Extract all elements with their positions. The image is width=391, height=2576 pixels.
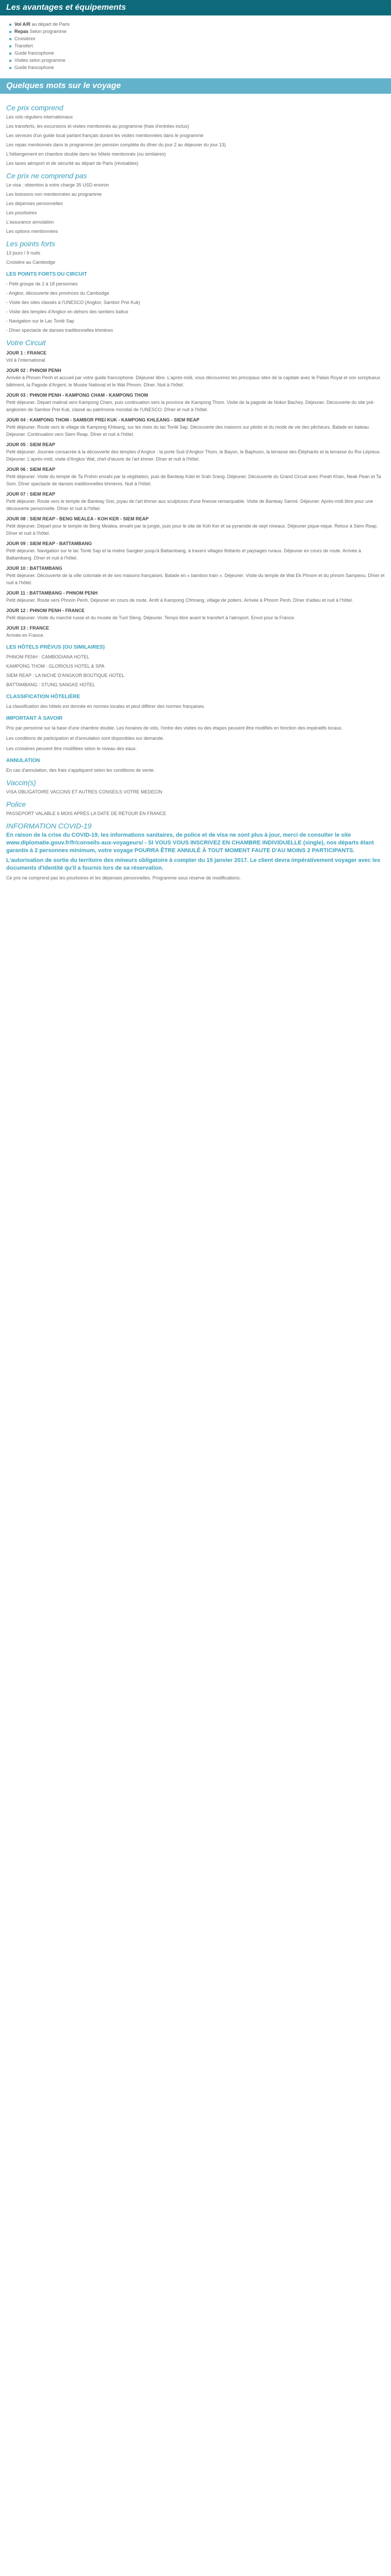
avantages-header: Les avantages et équipements bbox=[0, 0, 391, 15]
important-list: Prix par personne sur la base d'une chambre double. Les horaires de vols, l'ordre des visites ou des étapes peuvent être modifiés en fonction des impératifs locaux. Les conditions de participation et d'annulation sont disponibles sur demande. Les croisières peuvent être modifiées selon le niveau des eaux. bbox=[6, 725, 343, 751]
comprend-list: Les vols réguliers internationaux Les transferts, les excursions et visites mentionnés au programme (frais d'entrées inclus) Les services d'un guide local parlant français durant les visites mentionnées dans le programme Les repas mentionnés dans le programme (en pension complète du dîner du jour 2 au déjeuner du jour 13) L'hébergement en chambre double dans les hôtels mentionnés (ou similaires) Les taxes aéroport et de sécurité au départ de Paris (révisables) bbox=[6, 114, 226, 166]
hotels-title: LES HÔTELS PRÉVUS (OU SIMILAIRES) bbox=[6, 645, 105, 650]
itinerary bbox=[6, 349, 385, 639]
vaccin-title: Vaccin(s) bbox=[6, 778, 36, 787]
day-block: JOUR 04 : KAMPONG THOM - SAMBOR PREI KUK - KAMPONG KHLEANG - SIEM REAP Petit déjeuner. Route vers le village de Kampong Khleang, sur les rives du lac Tonlé Sap. Découverte des maisons sur pilotis et du mode de vie des pêcheurs. Balade en bateau. Déjeuner. Continuation vers Siem Reap. Dîner et nuit à l'hôtel. bbox=[6, 417, 370, 437]
day-block: JOUR 06 : SIEM REAP Petit déjeuner. Visite du temple de Ta Prohm envahi par la végétation, puis de Banteay Kdei et Srah Srang. Déjeuner. Découverte du Grand Circuit avec Preah Khan, Neak Pean et Ta Som. Dîner spectacle de danses traditionnelles khmères. Nuit à l'hôtel. bbox=[6, 467, 381, 486]
classification-title: CLASSIFICATION HÔTELIÈRE bbox=[6, 694, 80, 700]
avantage-item: Guide francophone bbox=[9, 49, 385, 57]
police-title: Police bbox=[6, 800, 26, 808]
avantages-section bbox=[0, 15, 391, 78]
avantage-item: Transfert bbox=[9, 42, 385, 49]
day-block: JOUR 07 : SIEM REAP Petit déjeuner. Route vers le temple de Banteay Srei, joyau de l'art khmer aux sculptures d'une finesse remarquable. Visite de Banteay Samré. Déjeuner. Après-midi libre pour une découverte personnelle. Dîner et nuit à l'hôtel. bbox=[6, 492, 373, 511]
comprend-title: Ce prix comprend bbox=[6, 104, 63, 112]
points-forts-list: 13 jours / 9 nuits Croisière au Cambodge bbox=[6, 250, 56, 265]
details-title: LES POINTS FORTS DU CIRCUIT bbox=[6, 272, 87, 277]
classification-text: La classification des hôtels est donnée en normes locales et peut différer des normes françaises. bbox=[6, 704, 205, 709]
mots-section bbox=[0, 94, 391, 891]
annulation-title: ANNULATION bbox=[6, 758, 40, 764]
points-forts-title: Les points forts bbox=[6, 240, 55, 248]
day-block: JOUR 02 : PHNOM PENH Arrivée à Phnom Penh et accueil par votre guide francophone. Déjeuner libre. L'après-midi, vous découvrirez les principaux sites de la capitale avec le Palais Royal et son somptueux bâtiment, la Pagode d'Argent, le Musée National et le Wat Phnom. Dîner. Nuit à l'hôtel. bbox=[6, 368, 381, 387]
ne-comprend-title: Ce prix ne comprend pas bbox=[6, 172, 87, 180]
final-note: Ce prix ne comprend pas les pourboires et les dépenses personnelles. Programme sous réserve de modifications. bbox=[6, 875, 241, 880]
bottom-text: L'autorisation de sortie du territoire des mineurs obligatoire à compter du 15 janvier 2017. Le client devra impérativement voyager avec les documents d'identité qu'il a fournis lors de sa réservation. bbox=[6, 857, 381, 871]
police-text: PASSEPORT VALABLE 6 MOIS APRÈS LA DATE DE RETOUR EN FRANCE bbox=[6, 811, 167, 816]
avantage-item: Repas Selon programme bbox=[9, 28, 385, 35]
day-block: JOUR 03 : PHNOM PENH - KAMPONG CHAM - KAMPONG THOM Petit déjeuner. Départ matinal vers Kampong Cham, puis continuation vers la province de Kampong Thom. Visite de la pagode de Nokor Bachey. Déjeuner. Découverte du site pré-angkorien de Sambor Prei Kuk, classé au patrimoine mondial de l'UNESCO. Dîner et nuit à l'hôtel. bbox=[6, 393, 375, 412]
hotels-list: PHNOM PENH : CAMBODIANA HOTEL KAMPONG THOM : GLORIOUS HOTEL & SPA SIEM REAP : LA NICHE D'ANGKOR BOUTIQUE HOTEL BATTAMBANG : STUNG SANGKE HOTEL bbox=[6, 654, 125, 687]
avantage-item: Vol A/R au départ de Paris bbox=[9, 21, 385, 28]
page bbox=[0, 0, 391, 891]
day-block: JOUR 12 : PHNOM PENH - FRANCE Petit déjeuner. Visite du marché russe et du musée de Tuol Sleng. Déjeuner. Temps libre avant le transfert à l'aéroport. Envol pour la France. bbox=[6, 608, 296, 620]
day-block: JOUR 11 : BATTAMBANG - PHNOM PENH Petit déjeuner. Route vers Phnom Penh. Déjeuner en cours de route. Arrêt à Kampong Chhnang, village de potiers. Arrivée à Phnom Penh. Dîner d'adieu et nuit à l'hôtel. bbox=[6, 590, 353, 603]
day-block: JOUR 1 : FRANCE Vol à l'international bbox=[6, 350, 47, 363]
annulation-text: En cas d'annulation, des frais s'appliquent selon les conditions de vente. bbox=[6, 768, 155, 773]
avantages-list bbox=[6, 21, 385, 71]
day-block: JOUR 10 : BATTAMBANG Petit déjeuner. Découverte de la ville coloniale et de ses maisons françaises. Balade en « bamboo train ». Déjeuner. Visite du temple de Wat Ek Phnom et du phnom Sampeou. Dîner et nuit à l'hôtel. bbox=[6, 566, 385, 585]
avantage-item: Visites selon programme bbox=[9, 57, 385, 64]
avantage-item: Guide francophone bbox=[9, 64, 385, 71]
details-list: - Petit groupe de 2 à 18 personnes - Angkor, découverte des provinces du Cambodge - Visite des sites classés à l'UNESCO (Angkor, Sambor Prei Kuk) - Visite des temples d'Angkor en dehors des sentiers battus - Navigation sur le Lac Tonlé Sap - Dîner spectacle de danses traditionnelles khmères bbox=[6, 281, 140, 333]
day-block: JOUR 05 : SIEM REAP Petit déjeuner. Journée consacrée à la découverte des temples d'Angkor : la porte Sud d'Angkor Thom, le Bayon, le Baphuon, la terrasse des Éléphants et la terrasse du Roi Lépreux. Déjeuner. L'après-midi, visite d'Angkor Wat, chef-d'œuvre de l'art khmer. Dîner et nuit à l'hôtel. bbox=[6, 442, 381, 462]
ne-comprend-list: Le visa : obtention à votre charge 35 USD environ Les boissons non mentionnées au programme Les dépenses personnelles Les pourboires L'assurance annulation Les options mentionnées bbox=[6, 182, 109, 234]
mots-header: Quelques mots sur le voyage bbox=[0, 78, 391, 94]
covid-text: En raison de la crise du COVID-19, les informations sanitaires, de police et de visa ne sont plus à jour, merci de consulter le site www.diplomatie.gouv.fr/fr/conseils-aux-voyageurs/ - SI VOUS VOUS INSCRIVEZ EN CHAMBRE INDIVIDUELLE (single), nos départs étant garantis à 2 personnes minimum, votre voyage POURRA ÊTRE ANNULÉ À TOUT MOMENT FAUTE D'AU MOINS 2 PARTICIPANTS. bbox=[6, 832, 374, 854]
important-title: IMPORTANT À SAVOIR bbox=[6, 716, 63, 721]
day-block: JOUR 13 : FRANCE Arrivée en France. bbox=[6, 625, 50, 638]
avantage-item: Croisières bbox=[9, 35, 385, 42]
day-block: JOUR 09 : SIEM REAP - BATTAMBANG Petit déjeuner. Navigation sur le lac Tonlé Sap et la rivière Sangker jusqu'à Battambang, à travers villages flottants et paysages ruraux. Déjeuner en cours de route. Arrivée à Battambang. Dîner et nuit à l'hôtel. bbox=[6, 541, 361, 561]
itinerary-title: Votre Circuit bbox=[6, 338, 46, 347]
covid-title: INFORMATION COVID-19 bbox=[6, 822, 92, 830]
vaccin-text: VISA OBLIGATOIRE VACCINS ET AUTRES CONSEILS VOTRE MEDECIN bbox=[6, 789, 162, 794]
day-block: JOUR 08 : SIEM REAP - BENG MEALEA - KOH KER - SIEM REAP Petit déjeuner. Départ pour le temple de Beng Mealea, envahi par la jungle, puis pour le site de Koh Ker et sa pyramide de sept niveaux. Déjeuner pique-nique. Retour à Siem Reap. Dîner et nuit à l'hôtel. bbox=[6, 516, 378, 536]
